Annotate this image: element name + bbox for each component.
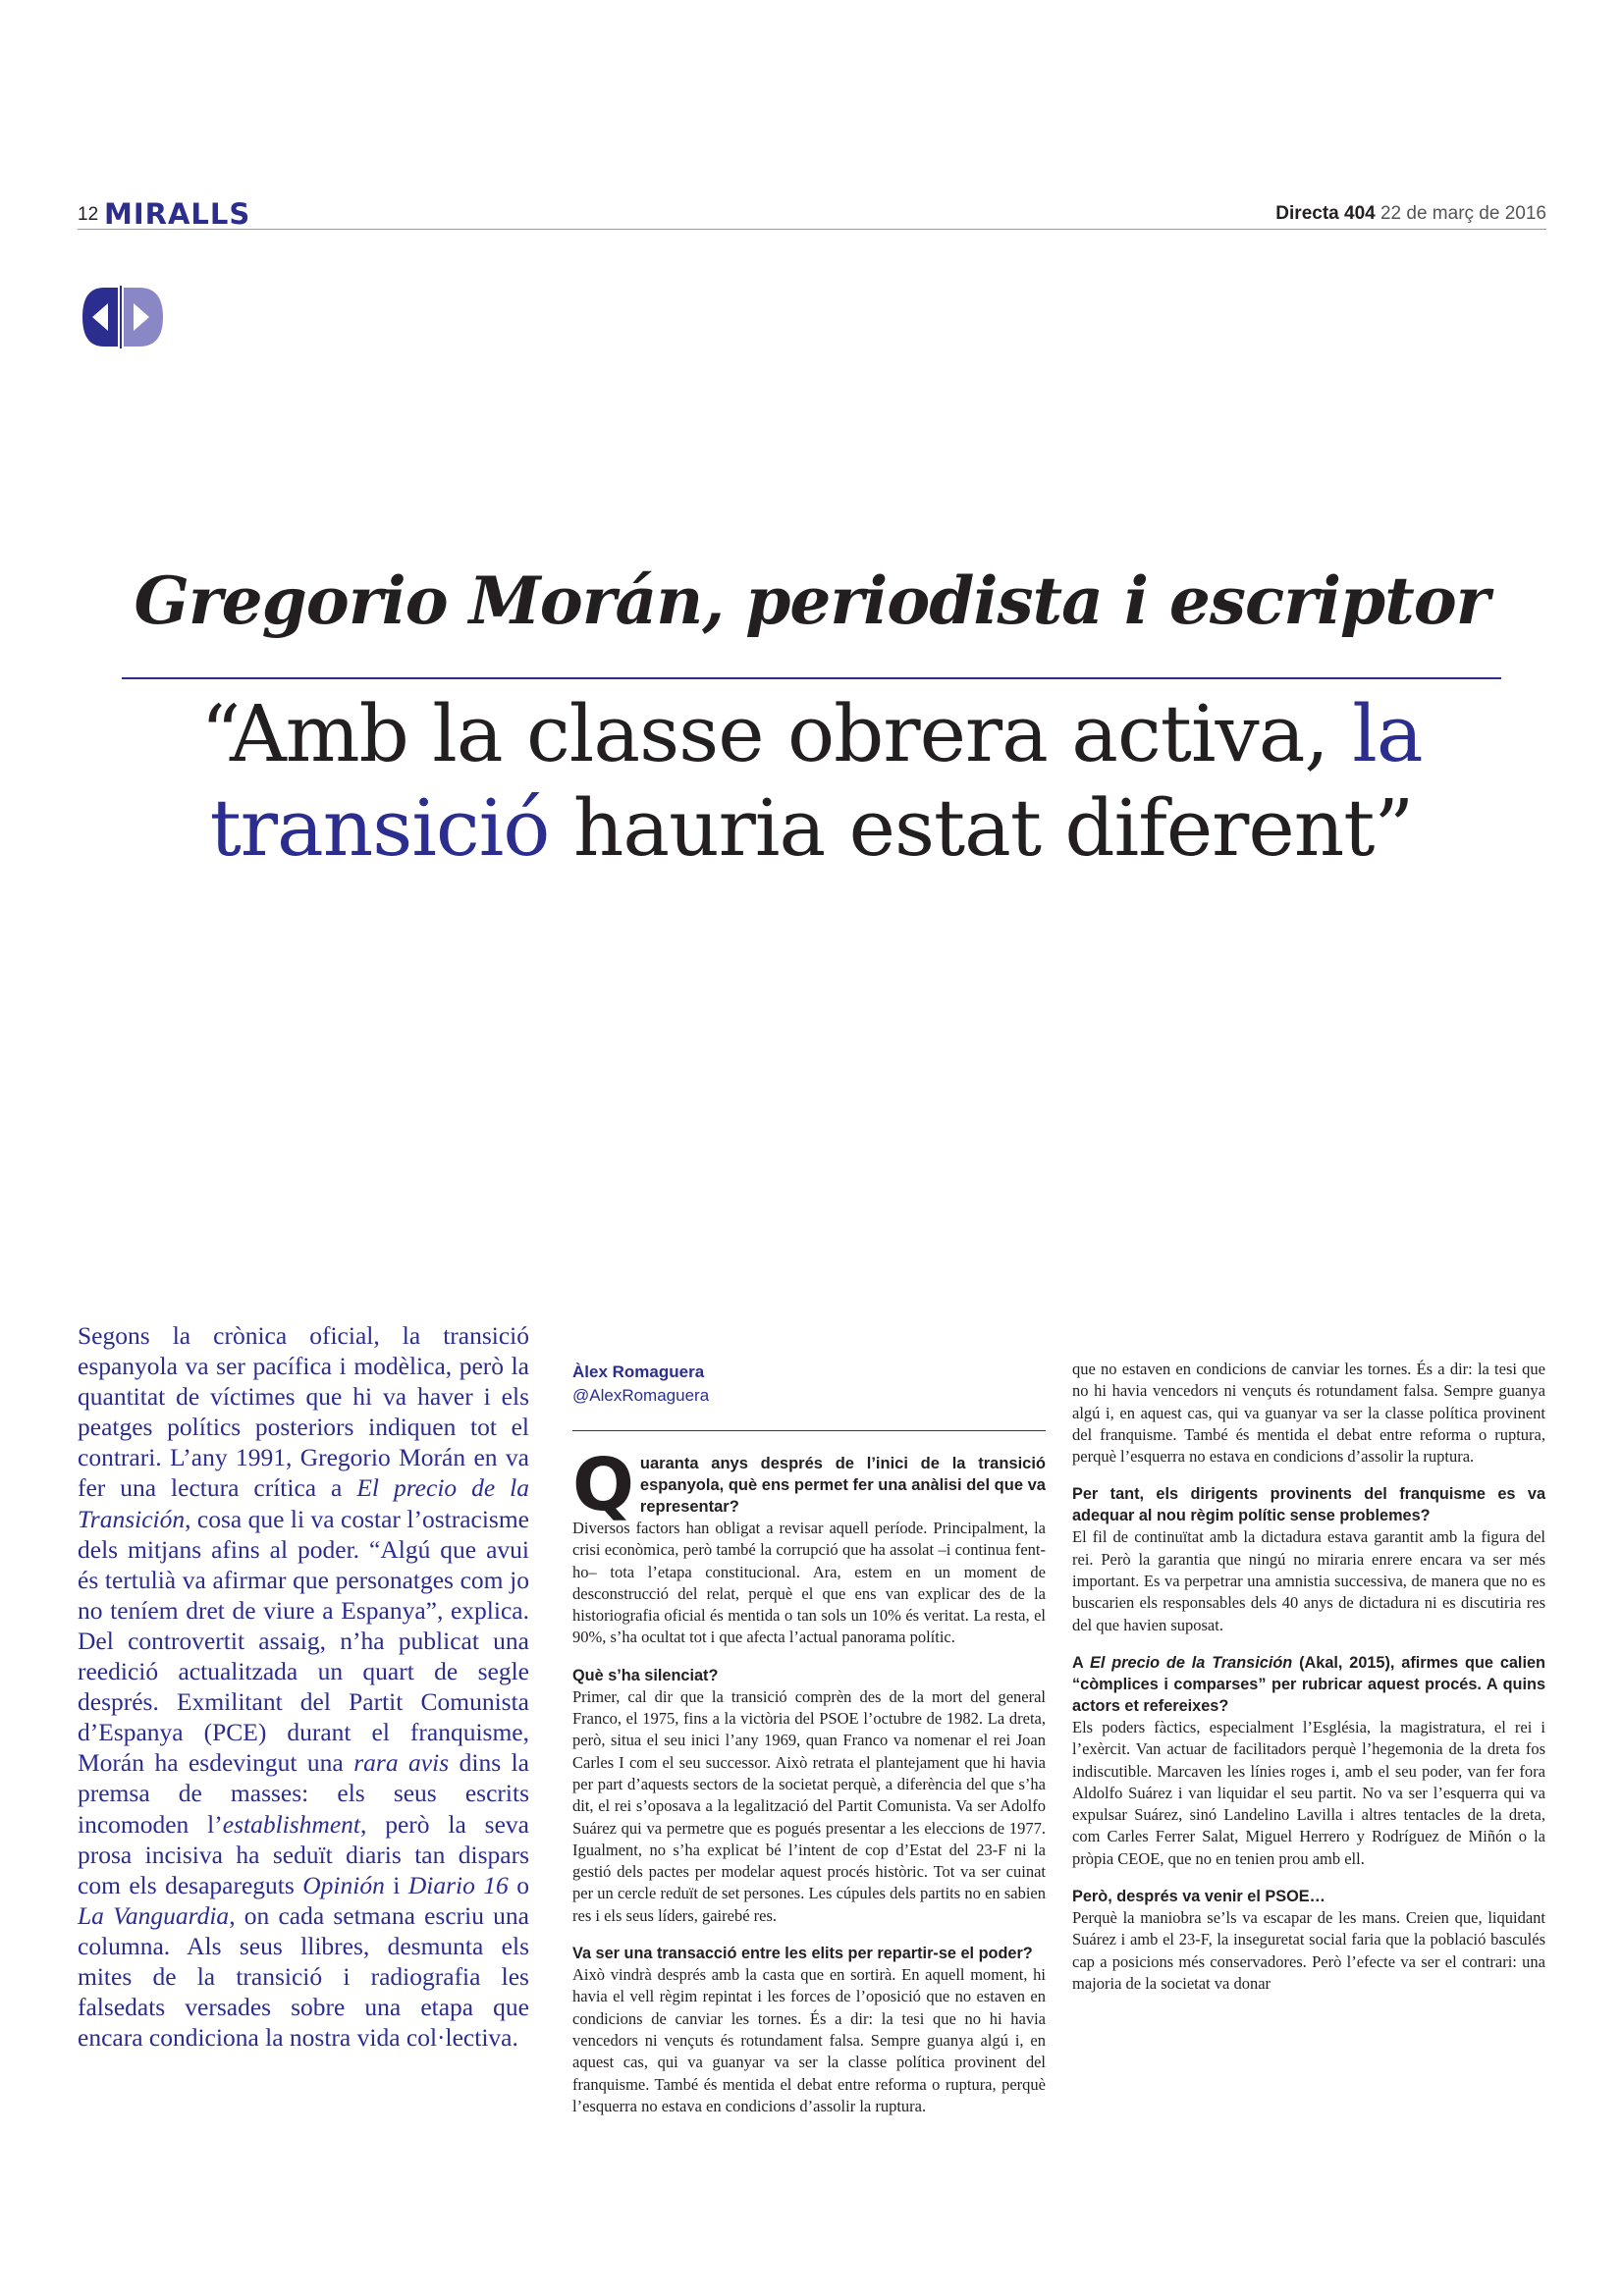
publication-name: Directa 404 [1275, 203, 1376, 224]
headline-part-2: hauria estat diferent” [549, 782, 1414, 874]
issue-info [1275, 203, 1546, 225]
page-header [78, 199, 1546, 229]
answer-3-continued: que no estaven en condicions de canviar les tornes. És a dir: la tesi que no hi havia vencedors ni vençuts és rotundament falsa. Sempre guanya algú i, en aquest cas, qui va guanyar va ser la classe política provinent del franquisme. També és mentida el debat entre reforma o ruptura, perquè l’esquerra no estava en condicions d’assolir la ruptura. [1072, 1360, 1545, 1467]
author-name: Àlex Romaguera [572, 1362, 705, 1381]
byline-rule [572, 1430, 1046, 1431]
answer-5: Els poders fàctics, especialment l’Església, la magistratura, el rei i l’exèrcit. Van actuar de facilitadors perquè l’hegemonia de la dreta fos indiscutible. Marcaven les línies roges i, amb el seu poder, van fer fora Aldolfo Suárez i van liquidar el seu partit. No va ser l’esquerra qui va expulsar Suárez, sinó Landelino Lavilla i altres tentacles de la dreta, com Carles Ferrer Salat, Miguel Herrero y Rodríguez de Miñón o la pròpia CEOE, que no en tenien prou amb ell. [1072, 1717, 1545, 1868]
answer-6: Perquè la maniobra se’ls va escapar de les mans. Creien que, liquidant Suárez i amb el 23-F, la inseguretat social faria que la població basculés cap a posicions més conservadores. Però l’efecte va ser el contrari: una majoria de la societat va donar [1072, 1908, 1545, 1993]
answer-2: Primer, cal dir que la transició comprèn des de la mort del general Franco, el 1975, fins a la victòria del PSOE l’octubre de 1982. La dreta, però, situa el seu inici l’any 1969, quan Franco va nomenar el rei Joan Carles I com el seu successor. Això retrata el plantejament que hi havia per part d’aquests sectors de la societat perquè, a diferència del que s’ha dit, el rei s’oposava a la legalització del Partit Comunista. Va ser Adolfo Suárez qui va permetre que es pogués presentar a les eleccions de 1977. Igualment, no s’ha explicat bé l’intent de cop d’Estat del 23-F ni la gestió dels pactes per modelar aquest procés històric. Tot va ser cuinat per un cercle reduït de set persones. Les cúpules dels partits no en sabien res i els seus líders, gairebé res. [572, 1686, 1046, 1925]
byline [572, 1362, 1046, 1406]
question-1: Quaranta anys després de l’inici de la transició espanyola, què ens permet fer una anàlisi del que va representar? [572, 1443, 1046, 1527]
headline-highlight-1: la [1352, 688, 1423, 779]
issue-date: 22 de març de 2016 [1380, 203, 1546, 224]
headline-part-1: “Amb la classe obrera activa, [200, 688, 1353, 779]
drop-cap: Q [572, 1443, 634, 1527]
intro-paragraph: Segons la crònica oficial, la transició espanyola va ser pacífica i modèlica, però la quantitat de víctimes que hi va haver i els peatges polítics posteriors indiquen tot el contrari. L’any 1991, Gregorio Morán en va fer una lectura crítica a El precio de la Transición, cosa que li va costar l’ostracisme dels mitjans afins al poder. “Algú que avui és tertulià va afirmar que personatges com jo no teníem dret de viure a Espanya”, explica. Del controvertit assaig, n’ha publicat una reedició actualitzada un quart de segle després. Exmilitant del Partit Comunista d’Espanya (PCE) durant el franquisme, Morán ha esdevingut una rara avis dins la premsa de masses: els seus escrits incomoden l’establishment, però la seva prosa incisiva ha seduït diaris tan dispars com els desapareguts Opinión i Diario 16 o La Vanguardia, on cada setmana escriu una columna. Als seus llibres, desmunta els mites de la transició i radiografia les falsedats versades sobre una etapa que encara condiciona la nostra vida col·lectiva. [78, 1321, 529, 2053]
body-column-2 [1072, 1359, 1545, 1995]
answer-3: Això vindrà després amb la casta que en sortirà. En aquell moment, hi havia el vell règim repintat i les forces de l’oposició que no estaven en condicions de canviar les tornes. És a dir: la tesi que no hi havia vencedors ni vençuts és rotundament falsa. Sempre guanya algú i, en aquest cas, qui va guanyar va ser la classe política provinent del franquisme. També és mentida el debat entre reforma o ruptura, perquè l’esquerra no estava en condicions d’assolir la ruptura. [572, 1965, 1046, 2115]
header-rule [78, 229, 1546, 230]
question-5: A El precio de la Transición (Akal, 2015), afirmes que calien “còmplices i comparses” per rubricar aquest procés. A quins actors et refereixes? [1072, 1653, 1545, 1715]
question-4: Per tant, els dirigents provinents del franquisme es va adequar al nou règim polític sense problemes? [1072, 1485, 1545, 1525]
page-number: 12 [78, 204, 99, 225]
question-6: Però, després va venir el PSOE… [1072, 1888, 1325, 1906]
author-handle[interactable]: @AlexRomaguera [572, 1386, 710, 1405]
answer-1: Diversos factors han obligat a revisar aquell període. Principalment, la crisi econòmica, però també la corrupció que ha assolat –i continua fent-ho– tota l’etapa constitucional. Ara, estem en un moment de desconstrucció del relat, perquè el que ens van explicar des de la historiografia oficial és mentida o tan sols un 10% és veritat. La resta, el 90%, s’ha ocultat tot i que afecta l’actual panorama polític. [572, 1519, 1046, 1647]
interview-kicker: Gregorio Morán, periodista i escriptor [134, 562, 1489, 639]
question-3: Va ser una transacció entre les elits per repartir-se el poder? [572, 1945, 1033, 1963]
body-column-1 [572, 1443, 1046, 2115]
headline [0, 687, 1623, 876]
section-title: MIRALLS [104, 197, 251, 231]
question-2: Què s’ha silenciat? [572, 1666, 719, 1684]
answer-4: El fil de continuïtat amb la dictadura estava garantit amb la figura del rei. Però la garantia que ningú no miraria enrere encara va ser més important. Es va perpetrar una amnistia successiva, de manera que no es buscarien els responsables dels 40 anys de dictadura ni es discutiria res del que havien suposat. [1072, 1527, 1545, 1634]
mirralls-arrows-icon [79, 286, 167, 353]
title-rule [122, 677, 1501, 679]
headline-highlight-2: transició [209, 782, 550, 874]
